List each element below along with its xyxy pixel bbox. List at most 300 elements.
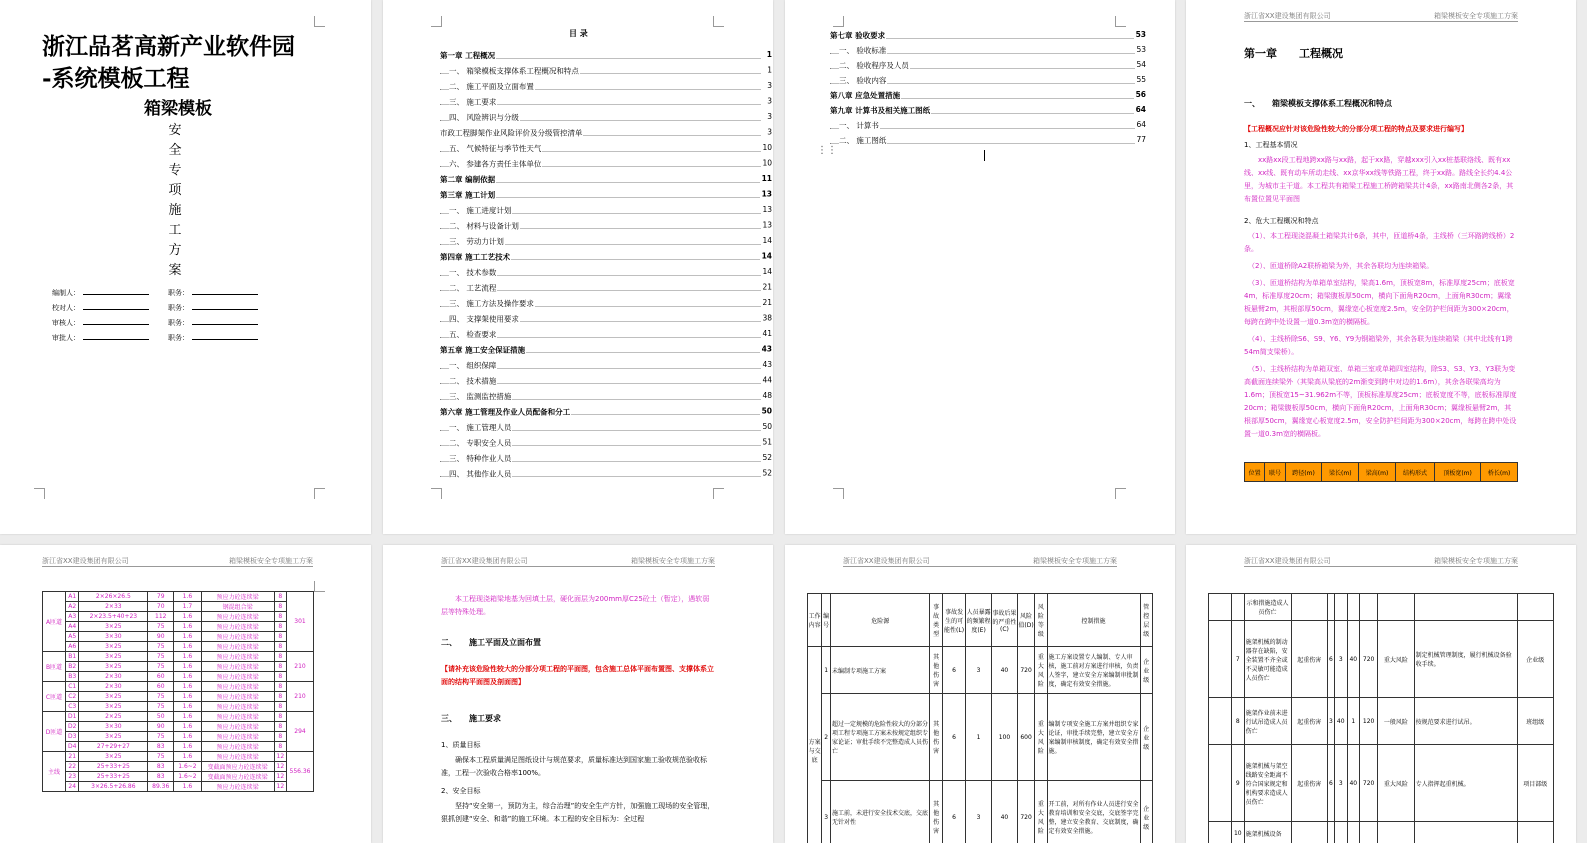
toc-label: 第九章 计算书及相关施工图纸: [830, 106, 931, 115]
toc-entry[interactable]: [830, 45, 1146, 59]
sign-row: 校对人：: [52, 303, 149, 313]
table-cell: 40: [1334, 698, 1347, 745]
table-header-row: [808, 594, 1153, 647]
toc-page: 14: [762, 267, 772, 276]
table-cell: [1327, 822, 1334, 843]
table-cell: 6: [942, 647, 965, 694]
table-cell: 2: [822, 694, 831, 781]
crop-mark-tl: [314, 16, 325, 27]
item-title: 1、工程基本情况: [1244, 141, 1298, 149]
table-cell: 其他伤害: [930, 694, 942, 781]
table-cell: 75: [148, 732, 174, 742]
sign-row: 审批人：: [52, 333, 149, 343]
table-cell: 按规范要求进行试吊。: [1414, 698, 1517, 745]
table-cell: [1347, 594, 1360, 621]
toc-label: 一、 技术参数: [449, 268, 497, 277]
table-cell: 预应力砼连续梁: [201, 642, 274, 652]
page-header: 浙江省XX建设集团有限公司 箱梁模板安全专项施工方案: [843, 557, 1117, 565]
toc-entry[interactable]: [440, 267, 772, 281]
drag-handle-icon[interactable]: ⋮⋮: [817, 145, 837, 156]
table-cell: 示和措施造成人员伤亡: [1244, 594, 1291, 621]
toc-entry[interactable]: [830, 60, 1146, 74]
table-cell: 重大风险: [1378, 745, 1414, 822]
table-cell: 3×25: [79, 652, 148, 662]
toc-page: 41: [762, 329, 772, 338]
toc-entry[interactable]: [440, 391, 772, 405]
table-cell: 起重伤害: [1291, 698, 1327, 745]
toc-entry[interactable]: [440, 66, 772, 80]
note-text: 【请补充该危险性较大的分部分项工程的平面图，包含施工总体平面布置图、支撑体系立面的结构平面图及剖面图】: [441, 665, 714, 686]
table-row: [43, 602, 314, 612]
toc-page: 3: [767, 96, 772, 106]
table-cell: 75: [148, 662, 174, 672]
table-cell: 1.6~2: [174, 762, 202, 772]
table-cell: 项目部级: [1517, 745, 1553, 822]
total-cell: 210: [287, 682, 314, 712]
table-row: [808, 694, 1153, 781]
table-cell: 12: [274, 752, 286, 762]
table-cell: B3: [66, 672, 79, 682]
table-header-cell: 人员暴露的频繁程度(E): [966, 594, 992, 647]
toc-entry[interactable]: [440, 221, 772, 235]
toc-entry[interactable]: [440, 407, 772, 421]
table-cell: 75: [148, 692, 174, 702]
table-cell: 120: [1360, 698, 1378, 745]
table-cell: 预应力砼连续梁: [201, 692, 274, 702]
page-5-table[interactable]: [0, 545, 371, 843]
table-cell: 重大风险: [1035, 647, 1047, 694]
page-1-cover[interactable]: [0, 0, 371, 534]
toc-label: 二、 专职安全人员: [449, 438, 512, 448]
toc-label: 三、 施工要求: [449, 97, 497, 107]
toc-entry[interactable]: [830, 90, 1146, 104]
sign-row: 审核人：: [52, 318, 149, 328]
bridge-table: [42, 591, 314, 792]
toc-entry[interactable]: [440, 128, 772, 142]
toc-entry[interactable]: [440, 360, 772, 374]
cover-subtitle: 箱梁模板: [144, 99, 212, 119]
table-cell: 720: [1017, 781, 1034, 843]
toc-entry[interactable]: [830, 120, 1146, 134]
table-row: [43, 772, 314, 782]
table-cell: A5: [66, 632, 79, 642]
point-list: [1244, 230, 1518, 441]
chapter-title: 第一章 工程概况: [1244, 47, 1343, 60]
toc-label: 二、 施工图纸: [839, 136, 887, 145]
table-cell: [1327, 594, 1334, 621]
table-cell: 75: [148, 642, 174, 652]
table-header-cell: 联号: [1265, 463, 1285, 482]
table-cell: 3×25: [79, 692, 148, 702]
table-cell: 3×25: [79, 662, 148, 672]
table-cell: 8: [274, 722, 286, 732]
toc-page: 77: [1136, 135, 1146, 144]
table-cell: 60: [148, 672, 174, 682]
toc-label: 五、 检查要求: [449, 330, 497, 339]
crop-mark-tr: [1115, 16, 1126, 27]
toc-page: 38: [762, 313, 772, 323]
toc-entry[interactable]: [830, 135, 1146, 149]
table-cell: 6: [1327, 745, 1334, 822]
table-header-cell: 工作内容: [808, 594, 822, 647]
sign-row: 职务：: [168, 333, 258, 343]
toc-label: 二、 技术措施: [449, 376, 497, 386]
toc-entry[interactable]: [440, 159, 772, 173]
table-row: [43, 762, 314, 772]
toc-page: 21: [762, 298, 772, 307]
table-cell: [1209, 594, 1232, 621]
table-cell: A1: [66, 592, 79, 602]
toc-entry[interactable]: [440, 314, 772, 328]
table-cell: 75: [148, 652, 174, 662]
table-cell: 预应力砼连续梁: [201, 662, 274, 672]
toc-page: 52: [762, 468, 772, 478]
toc-page: 64: [1135, 105, 1146, 114]
toc-entry[interactable]: [440, 97, 772, 111]
toc-entry[interactable]: [440, 283, 772, 297]
table-cell: D4: [66, 742, 79, 752]
toc-label: 四、 其他作业人员: [449, 469, 512, 479]
note-text: 【工程概况应针对该危险性较大的分部分项工程的特点及要求进行编写】: [1244, 125, 1468, 133]
page-6-requirements[interactable]: [383, 545, 773, 843]
table-header-cell: 顶板宽(m): [1435, 463, 1481, 482]
toc-page: 51: [762, 437, 772, 447]
table-cell: 施架机械设备: [1244, 822, 1291, 843]
table-cell: 83: [148, 742, 174, 752]
toc-label: 第一章 工程概况: [440, 51, 496, 60]
table-row: [43, 652, 314, 662]
table-cell: 8: [274, 592, 286, 602]
table-row: [808, 647, 1153, 694]
toc-entry[interactable]: [440, 143, 772, 157]
table-cell: 预应力砼连续梁: [201, 682, 274, 692]
table-cell: 一般风险: [1378, 698, 1414, 745]
crop-mark-br: [1115, 488, 1126, 499]
table-cell: 重大风险: [1035, 781, 1047, 843]
table-row: [43, 742, 314, 752]
table-cell: [1334, 822, 1347, 843]
toc-title: 目 录: [569, 29, 588, 38]
toc-label: 三、 特种作业人员: [449, 454, 512, 463]
crop-mark-br: [314, 488, 325, 499]
table-row: [1209, 698, 1554, 745]
page-2-toc[interactable]: [383, 0, 773, 534]
point: （5）、主线桥结构为单箱双室、单箱三室或单箱四室结构，除S3、S3、Y3、Y3联为变高截面连续梁外（其梁高从梁底的2m渐变到跨中对边的1.6m），其余各联梁高均为1.6m；顶板宽15~31.962m不等，顶板标准厚度25cm；底板宽度不等，底板标准厚度20cm；箱梁腹板厚50cm，横向下面角R20cm，上面角R30cm；翼缘板悬臂2m，其根部厚50cm，翼缘宽心板宽度2.5m，安全防护栏间距为300×20cm，每跨在跨中处设置一道0.3m宽的横隔板。: [1244, 365, 1517, 438]
table-cell: 未编制专项施工方案: [831, 647, 930, 694]
group-cell: 主线: [43, 752, 66, 792]
table-cell: 75: [148, 752, 174, 762]
table-cell: 90: [148, 722, 174, 732]
table-cell: [1414, 594, 1517, 621]
table-cell: 1.6: [174, 742, 202, 752]
table-cell: 8: [1232, 698, 1245, 745]
page-7-risk-table[interactable]: [785, 545, 1175, 843]
table-cell: 其他伤害: [930, 647, 942, 694]
vchar: 专: [168, 163, 182, 178]
table-cell: 10: [1232, 822, 1245, 843]
toc-label: 第八章 应急处置措施: [830, 91, 901, 100]
toc-entry[interactable]: [440, 252, 772, 266]
section-title: 二、 施工平面及立面布置: [441, 638, 541, 647]
table-cell: B1: [66, 652, 79, 662]
table-cell: A4: [66, 622, 79, 632]
table-cell: D3: [66, 732, 79, 742]
page-3-toc[interactable]: [785, 0, 1175, 534]
table-cell: [1517, 594, 1553, 621]
table-cell: A3: [66, 612, 79, 622]
table-cell: 起重伤害: [1291, 745, 1327, 822]
toc-page: 13: [762, 220, 772, 230]
table-cell: 钢混组合梁: [201, 602, 274, 612]
table-cell: 720: [1360, 621, 1378, 698]
table-cell: [1347, 822, 1360, 843]
toc-label: 二、 施工平面及立面布置: [449, 82, 534, 91]
table-cell: 112: [148, 612, 174, 622]
table-cell: 预应力砼连续梁: [201, 672, 274, 682]
table-cell: 1.6: [174, 712, 202, 722]
page-header: 浙江省XX建设集团有限公司 箱梁模板安全专项施工方案: [1244, 557, 1518, 565]
toc-entry[interactable]: [440, 174, 772, 188]
table-cell: 8: [274, 732, 286, 742]
table-cell: 2×26×26.5: [79, 592, 148, 602]
table-cell: [1378, 822, 1414, 843]
table-cell: C3: [66, 702, 79, 712]
table-cell: 3×30: [79, 632, 148, 642]
table-cell: 1.6: [174, 632, 202, 642]
toc-page: 52: [762, 453, 772, 462]
toc-label: 二、 材料与设备计划: [449, 221, 519, 231]
item-title: 2、危大工程概况和特点: [1244, 217, 1319, 225]
table-cell: 重大风险: [1378, 621, 1414, 698]
table-cell: 8: [274, 622, 286, 632]
table-cell: 预应力砼连续梁: [201, 742, 274, 752]
table-row: [808, 781, 1153, 843]
toc-entry[interactable]: [440, 81, 772, 95]
cover-vertical-text: [168, 121, 182, 281]
table-header-cell: 风险值(D): [1017, 594, 1034, 647]
total-cell: 556.36: [287, 752, 314, 792]
toc-entry[interactable]: [440, 190, 772, 204]
table-row: [43, 752, 314, 762]
toc-label: 二、 工艺流程: [449, 283, 497, 293]
cover-title-line1: 浙江品茗高新产业软件园: [42, 33, 295, 60]
bridge-table-header: [1244, 462, 1518, 482]
table-cell: 40: [991, 647, 1017, 694]
toc-label: 六、 参建各方责任主体单位: [449, 159, 542, 169]
table-cell: [1360, 594, 1378, 621]
table-row: [43, 782, 314, 792]
table-cell: 2×30: [79, 672, 148, 682]
toc-page: 3: [767, 112, 772, 121]
table-cell: 6: [1327, 621, 1334, 698]
table-cell: 600: [1017, 694, 1034, 781]
table-row: [43, 732, 314, 742]
toc-label: 第六章 施工管理及作业人员配备和分工: [440, 407, 571, 417]
page-header: 浙江省XX建设集团有限公司 箱梁模板安全专项施工方案: [1244, 12, 1518, 20]
table-cell: 8: [274, 662, 286, 672]
table-cell: D1: [66, 712, 79, 722]
table-header-cell: 跨径(m): [1285, 463, 1322, 482]
toc-entry[interactable]: [440, 453, 772, 467]
table-cell: [1291, 594, 1327, 621]
toc-entry[interactable]: [440, 345, 772, 359]
table-header-cell: 位置: [1245, 463, 1265, 482]
vchar: 项: [168, 183, 182, 198]
table-cell: 12: [274, 782, 286, 792]
table-cell: 3: [966, 647, 992, 694]
toc-entry[interactable]: [440, 329, 772, 343]
page-header: 浙江省XX建设集团有限公司 箱梁模板安全专项施工方案: [441, 557, 715, 565]
toc-page: 53: [1136, 45, 1146, 54]
table-cell: 8: [274, 682, 286, 692]
table-cell: 90: [148, 632, 174, 642]
risk-table-continued: [1208, 593, 1554, 843]
toc-label: 一、 验收标准: [839, 46, 887, 55]
group-cell: B匝道: [43, 652, 66, 682]
table-row: [43, 642, 314, 652]
table-cell: 预应力砼连续梁: [201, 752, 274, 762]
toc-page: 3: [767, 81, 772, 90]
table-cell: 1.6: [174, 662, 202, 672]
toc-page: 50: [762, 422, 772, 431]
toc-entry[interactable]: [830, 30, 1146, 44]
toc-label: 第四章 施工工艺技术: [440, 252, 511, 262]
table-cell: 21: [66, 752, 79, 762]
toc-entry[interactable]: [440, 376, 772, 390]
table-cell: 预应力砼连续梁: [201, 632, 274, 642]
toc-entry[interactable]: [440, 236, 772, 250]
table-cell: 1: [822, 647, 831, 694]
toc-label: 三、 施工方法及操作要求: [449, 299, 534, 308]
toc-entry[interactable]: [440, 438, 772, 452]
table-cell: [1209, 698, 1232, 745]
point: （2）、匝道桥除A2联桥箱梁为外，其余各联均为连续箱梁。: [1248, 262, 1434, 270]
table-cell: 企业级: [1140, 694, 1152, 781]
toc-entry[interactable]: [440, 469, 772, 483]
table-cell: A6: [66, 642, 79, 652]
sign-row: 职务：: [168, 318, 258, 328]
table-row: [1209, 822, 1554, 843]
group-cell: D匝道: [43, 712, 66, 752]
table-cell: 6: [942, 781, 965, 843]
table-cell: 预应力砼连续梁: [201, 702, 274, 712]
table-cell: 1: [1347, 698, 1360, 745]
toc-entry[interactable]: [440, 298, 772, 312]
table-row: [43, 722, 314, 732]
table-row: [43, 712, 314, 722]
table-cell: 3×25: [79, 622, 148, 632]
group-cell: 方案与交底: [808, 647, 822, 843]
toc-page: 13: [762, 205, 772, 214]
table-cell: 1.6: [174, 612, 202, 622]
table-cell: 班组级: [1517, 698, 1553, 745]
table-cell: 企业级: [1140, 647, 1152, 694]
table-cell: 1.6: [174, 642, 202, 652]
table-row: [43, 682, 314, 692]
toc-page: 43: [762, 360, 772, 369]
table-cell: 9: [1232, 745, 1245, 822]
table-row: [1209, 745, 1554, 822]
toc-entry[interactable]: [830, 75, 1146, 89]
table-header-cell: 控制措施: [1047, 594, 1140, 647]
table-row: [43, 692, 314, 702]
table-cell: 50: [148, 712, 174, 722]
table-header-cell: 危险源: [831, 594, 930, 647]
sign-row: 编制人：: [52, 288, 149, 298]
toc-label: 二、 验收程序及人员: [839, 61, 909, 70]
table-cell: 3: [1334, 745, 1347, 822]
table-header-cell: 事故后果的严重性(C): [991, 594, 1017, 647]
toc-page: 14: [761, 251, 772, 261]
paragraph: 确保本工程质量满足图纸设计与规范要求，质量标准达到国家施工验收规范验收标准，工程一次验收合格率100%。: [441, 756, 707, 777]
total-cell: 210: [287, 652, 314, 682]
table-cell: 编制专项安全施工方案并组织专家论证，审批手续完整，建立安全方案编制审核制度，确定有效安全措施。: [1047, 694, 1140, 781]
toc-page: 21: [762, 282, 772, 292]
table-cell: 8: [274, 692, 286, 702]
vchar: 工: [168, 223, 182, 238]
item-title: 1、质量目标: [441, 741, 481, 749]
table-cell: 75: [148, 702, 174, 712]
table-cell: 2×25: [79, 712, 148, 722]
table-cell: 施工前，未进行安全技术交底，交底无针对性: [831, 781, 930, 843]
table-cell: 720: [1017, 647, 1034, 694]
table-cell: 7: [1232, 621, 1245, 698]
toc-entry[interactable]: [830, 105, 1146, 119]
toc-list: [383, 50, 772, 500]
table-cell: 起重伤害: [1291, 621, 1327, 698]
toc-page: 3: [767, 127, 772, 137]
toc-label: 第三章 施工计划: [440, 190, 496, 200]
table-cell: [1517, 822, 1553, 843]
table-header-cell: 风险等级: [1035, 594, 1047, 647]
toc-label: 五、 气候特征与季节性天气: [449, 144, 542, 153]
table-header-cell: 梁高(m): [1359, 463, 1396, 482]
table-cell: 3×25: [79, 642, 148, 652]
table-cell: 预应力砼连续梁: [201, 782, 274, 792]
crop-mark-bl: [34, 488, 45, 499]
table-cell: 40: [991, 781, 1017, 843]
toc-entry[interactable]: [440, 50, 772, 64]
table-header-cell: 梁长(m): [1322, 463, 1359, 482]
toc-entry[interactable]: [440, 205, 772, 219]
table-cell: 预应力砼连续梁: [201, 592, 274, 602]
toc-entry[interactable]: [440, 422, 772, 436]
table-cell: [1378, 594, 1414, 621]
point: （4）、主线桥除S6、S9、Y6、Y9为钢箱梁外，其余各联为连续箱梁（其中北线有1跨54m简支梁桥）。: [1244, 335, 1513, 356]
table-cell: 8: [274, 612, 286, 622]
toc-page: 11: [761, 174, 772, 183]
table-cell: 3: [1334, 621, 1347, 698]
table-cell: 1.6: [174, 782, 202, 792]
table-cell: 22: [66, 762, 79, 772]
table-cell: A2: [66, 602, 79, 612]
toc-page: 64: [1136, 120, 1146, 129]
group-cell: C匝道: [43, 682, 66, 712]
table-cell: 1.6: [174, 722, 202, 732]
toc-label: 一、 组织保障: [449, 361, 497, 370]
crop-mark-tl: [833, 16, 844, 27]
table-row: [43, 702, 314, 712]
toc-entry[interactable]: [440, 112, 772, 126]
vchar: 案: [168, 263, 182, 278]
table-header-cell: 事故类型: [930, 594, 942, 647]
table-cell: 720: [1360, 745, 1378, 822]
toc-page: 53: [1135, 30, 1146, 39]
table-row: [43, 622, 314, 632]
page-8-risk-table[interactable]: [1186, 545, 1576, 843]
page-4-chapter1[interactable]: [1186, 0, 1576, 534]
table-cell: 8: [274, 672, 286, 682]
